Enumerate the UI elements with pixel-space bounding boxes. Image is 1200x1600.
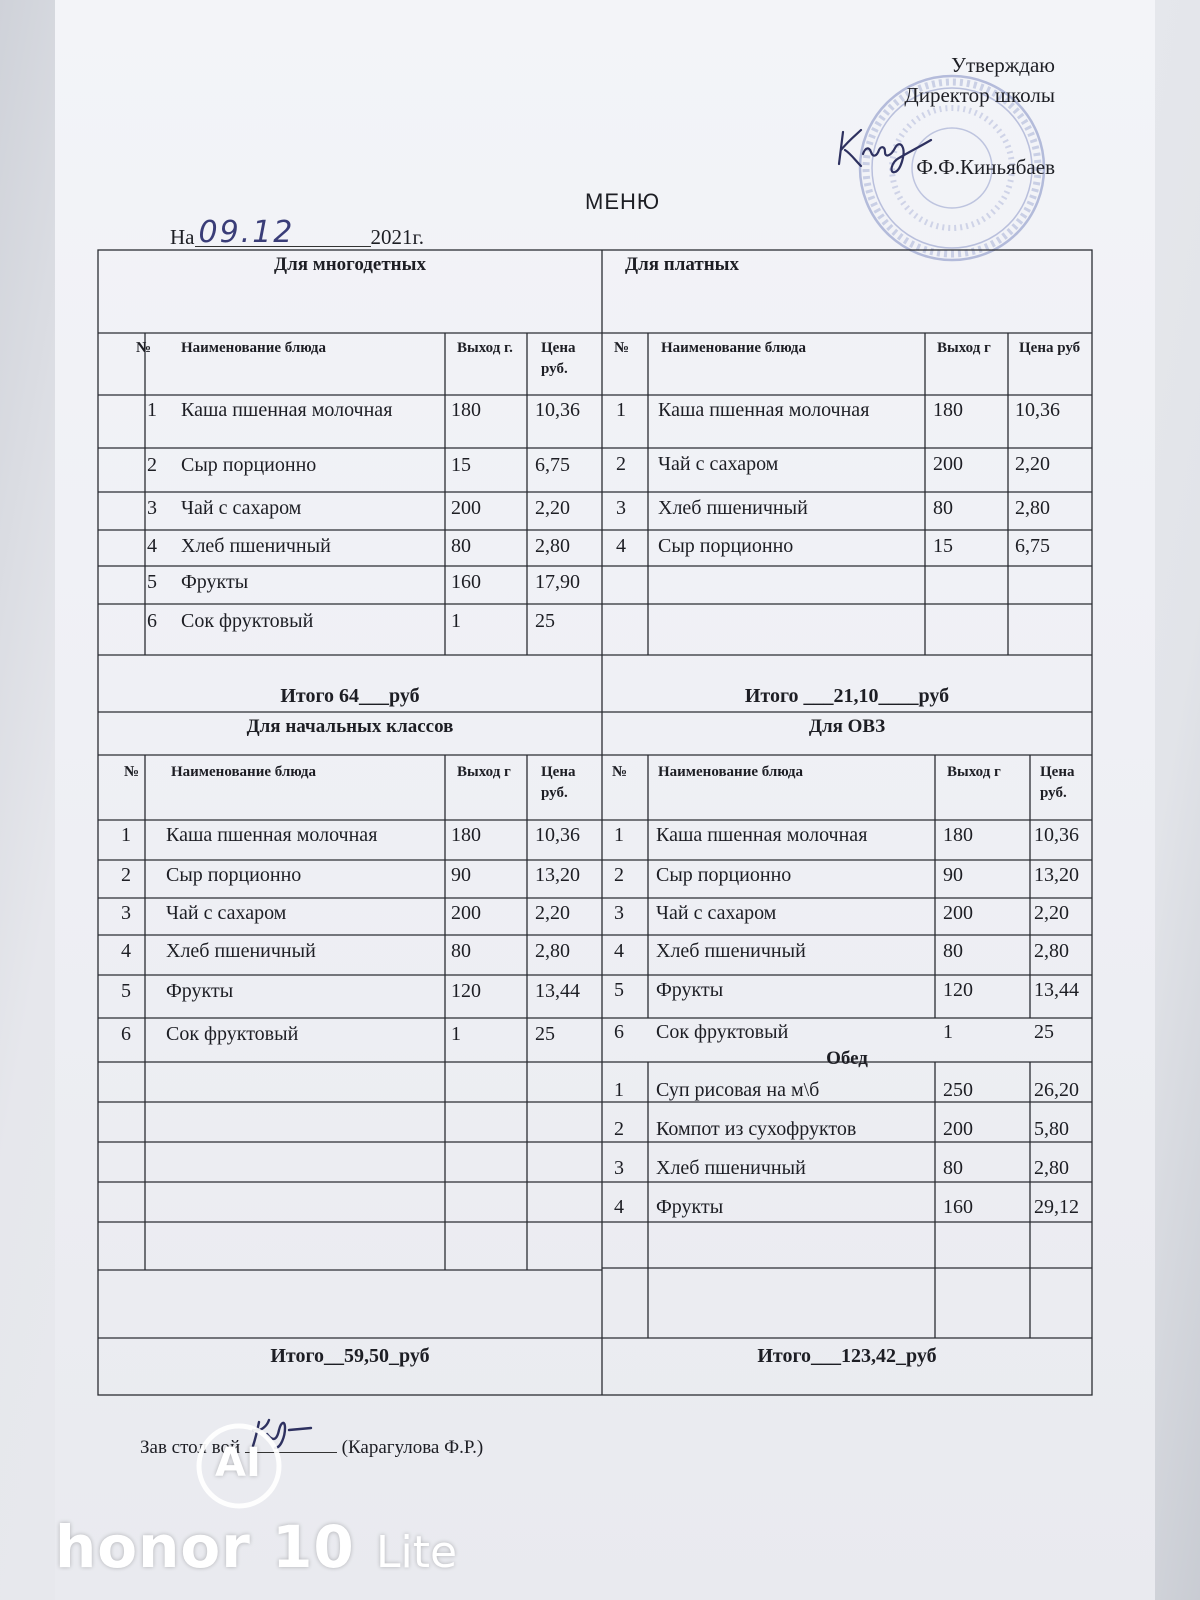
dish-price: 2,20 <box>535 902 570 924</box>
dish-yield: 80 <box>943 1157 963 1179</box>
row-number: 4 <box>147 535 157 557</box>
dish-price: 5,80 <box>1034 1118 1069 1140</box>
dish-name: Фрукты <box>656 979 724 1001</box>
row-number: 1 <box>121 824 131 846</box>
dish-name: Сыр порционно <box>181 454 317 476</box>
dish-name: Чай с сахаром <box>166 902 287 924</box>
total-large-families: Итого 64___руб <box>280 685 420 707</box>
dish-price: 2,20 <box>535 497 570 519</box>
dish-name: Чай с сахаром <box>658 453 779 475</box>
row-number: 3 <box>614 1157 624 1179</box>
row-number: 2 <box>121 864 131 886</box>
dish-name: Фрукты <box>181 571 249 593</box>
header-no: № <box>614 340 630 356</box>
dish-price: 25 <box>535 610 555 632</box>
header-yield: Выход г. <box>457 340 513 356</box>
dish-price: 26,20 <box>1034 1079 1079 1101</box>
header-yield: Выход г <box>937 340 991 356</box>
director-name: Ф.Ф.Киньябаев <box>916 155 1055 179</box>
dish-name: Хлеб пшеничный <box>166 940 316 962</box>
dish-yield: 200 <box>451 902 481 924</box>
dish-yield: 15 <box>451 454 471 476</box>
dish-yield: 1 <box>451 1023 461 1045</box>
dish-yield: 120 <box>451 980 481 1002</box>
row-number: 6 <box>121 1023 131 1045</box>
dish-price: 17,90 <box>535 571 580 593</box>
total-ovz: Итого___123,42_руб <box>757 1345 937 1367</box>
row-number: 6 <box>147 610 157 632</box>
dish-name: Сок фруктовый <box>166 1023 299 1045</box>
dish-price: 25 <box>1034 1021 1054 1043</box>
dish-price: 2,80 <box>1034 1157 1069 1179</box>
row-number: 3 <box>147 497 157 519</box>
row-number: 1 <box>616 399 626 421</box>
row-number: 2 <box>616 453 626 475</box>
row-number: 1 <box>147 399 157 421</box>
watermark-brand: honor 10 <box>55 1513 355 1581</box>
dish-price: 10,36 <box>1015 399 1060 421</box>
row-number: 3 <box>121 902 131 924</box>
dish-yield: 200 <box>451 497 481 519</box>
header-dish: Наименование блюда <box>661 340 806 356</box>
row-number: 5 <box>121 980 131 1002</box>
row-number: 3 <box>614 902 624 924</box>
header-no: № <box>136 340 152 356</box>
section-title-ovz: Для ОВЗ <box>808 716 886 737</box>
dish-name: Сок фруктовый <box>656 1021 789 1043</box>
dish-yield: 80 <box>451 940 471 962</box>
dish-yield: 250 <box>943 1079 973 1101</box>
section-title-primary: Для начальных классов <box>246 716 454 737</box>
row-number: 3 <box>616 497 626 519</box>
row-number: 2 <box>147 454 157 476</box>
dish-yield: 80 <box>451 535 471 557</box>
section-title-large-families: Для многодетных <box>274 254 426 275</box>
row-number: 4 <box>121 940 131 962</box>
dish-yield: 180 <box>451 399 481 421</box>
dish-name: Сок фруктовый <box>181 610 314 632</box>
lunch-title: Обед <box>826 1048 868 1069</box>
watermark-ai-label: AI <box>215 1440 261 1486</box>
row-number: 1 <box>614 1079 624 1101</box>
header-price: Цена руб <box>1019 340 1081 356</box>
dish-price: 10,36 <box>535 399 580 421</box>
row-number: 2 <box>614 864 624 886</box>
dish-price: 2,80 <box>535 940 570 962</box>
dish-name: Сыр порционно <box>656 864 792 886</box>
dish-name: Фрукты <box>166 980 234 1002</box>
section-title-paid: Для платных <box>625 254 739 275</box>
date-prefix: На <box>170 225 195 249</box>
date-handwritten: 09.12 <box>195 224 371 247</box>
dish-price: 2,20 <box>1034 902 1069 924</box>
dish-price: 13,20 <box>535 864 580 886</box>
footer-signature-line <box>140 1432 483 1459</box>
row-number: 5 <box>614 979 624 1001</box>
dish-name: Фрукты <box>656 1196 724 1218</box>
dish-yield: 200 <box>933 453 963 475</box>
dish-yield: 1 <box>451 610 461 632</box>
row-number: 2 <box>614 1118 624 1140</box>
header-yield: Выход г <box>947 764 1001 780</box>
row-number: 1 <box>614 824 624 846</box>
dish-name: Чай с сахаром <box>181 497 302 519</box>
watermark-lite: Lite <box>376 1527 458 1578</box>
header-price: Цена руб. <box>541 340 576 377</box>
page-title: МЕНЮ <box>585 189 661 214</box>
dish-price: 10,36 <box>1034 824 1079 846</box>
dish-yield: 1 <box>943 1021 953 1043</box>
dish-price: 10,36 <box>535 824 580 846</box>
dish-name: Чай с сахаром <box>656 902 777 924</box>
header-price: Цена руб. <box>1040 764 1075 801</box>
dish-name: Хлеб пшеничный <box>656 940 806 962</box>
dish-price: 6,75 <box>535 454 570 476</box>
row-number: 6 <box>614 1021 624 1043</box>
dish-yield: 160 <box>943 1196 973 1218</box>
dish-name: Каша пшенная молочная <box>656 824 868 846</box>
dish-price: 6,75 <box>1015 535 1050 557</box>
date-year: 2021г. <box>370 225 424 249</box>
dish-yield: 200 <box>943 902 973 924</box>
dish-yield: 180 <box>933 399 963 421</box>
header-dish: Наименование блюда <box>658 764 803 780</box>
dish-name: Суп рисовая на м\б <box>656 1079 820 1101</box>
dish-yield: 90 <box>451 864 471 886</box>
row-number: 4 <box>614 1196 624 1218</box>
dish-yield: 15 <box>933 535 953 557</box>
dish-price: 13,44 <box>535 980 580 1002</box>
dish-name: Сыр порционно <box>166 864 302 886</box>
total-paid: Итого ___21,10____руб <box>744 685 950 707</box>
header-yield: Выход г <box>457 764 511 780</box>
header-dish: Наименование блюда <box>181 340 326 356</box>
dish-name: Хлеб пшеничный <box>658 497 808 519</box>
row-number: 4 <box>614 940 624 962</box>
dish-price: 2,80 <box>1015 497 1050 519</box>
dish-name: Каша пшенная молочная <box>181 399 393 421</box>
dish-name: Каша пшенная молочная <box>658 399 870 421</box>
dish-price: 13,20 <box>1034 864 1079 886</box>
director-title: Директор школы <box>904 83 1055 107</box>
approve-label: Утверждаю <box>951 53 1055 77</box>
dish-name: Каша пшенная молочная <box>166 824 378 846</box>
dish-price: 25 <box>535 1023 555 1045</box>
dish-yield: 80 <box>933 497 953 519</box>
camera-watermark <box>55 1513 457 1581</box>
dish-yield: 180 <box>943 824 973 846</box>
footer-name: (Карагулова Ф.Р.) <box>341 1437 484 1458</box>
dish-price: 2,20 <box>1015 453 1050 475</box>
dish-price: 13,44 <box>1034 979 1079 1001</box>
row-number: 5 <box>147 571 157 593</box>
dish-yield: 90 <box>943 864 963 886</box>
dish-yield: 200 <box>943 1118 973 1140</box>
dish-name: Хлеб пшеничный <box>656 1157 806 1179</box>
footer-role: Зав стол вой <box>140 1437 241 1458</box>
dish-yield: 80 <box>943 940 963 962</box>
dish-yield: 120 <box>943 979 973 1001</box>
header-dish: Наименование блюда <box>171 764 316 780</box>
dish-price: 2,80 <box>535 535 570 557</box>
dish-name: Хлеб пшеничный <box>181 535 331 557</box>
header-no: № <box>124 764 140 780</box>
dish-name: Компот из сухофруктов <box>656 1118 857 1140</box>
header-no: № <box>612 764 628 780</box>
header-price: Цена руб. <box>541 764 576 801</box>
row-number: 4 <box>616 535 626 557</box>
total-primary: Итого__59,50_руб <box>270 1345 430 1367</box>
dish-name: Сыр порционно <box>658 535 794 557</box>
dish-price: 29,12 <box>1034 1196 1079 1218</box>
dish-price: 2,80 <box>1034 940 1069 962</box>
dish-yield: 180 <box>451 824 481 846</box>
dish-yield: 160 <box>451 571 481 593</box>
